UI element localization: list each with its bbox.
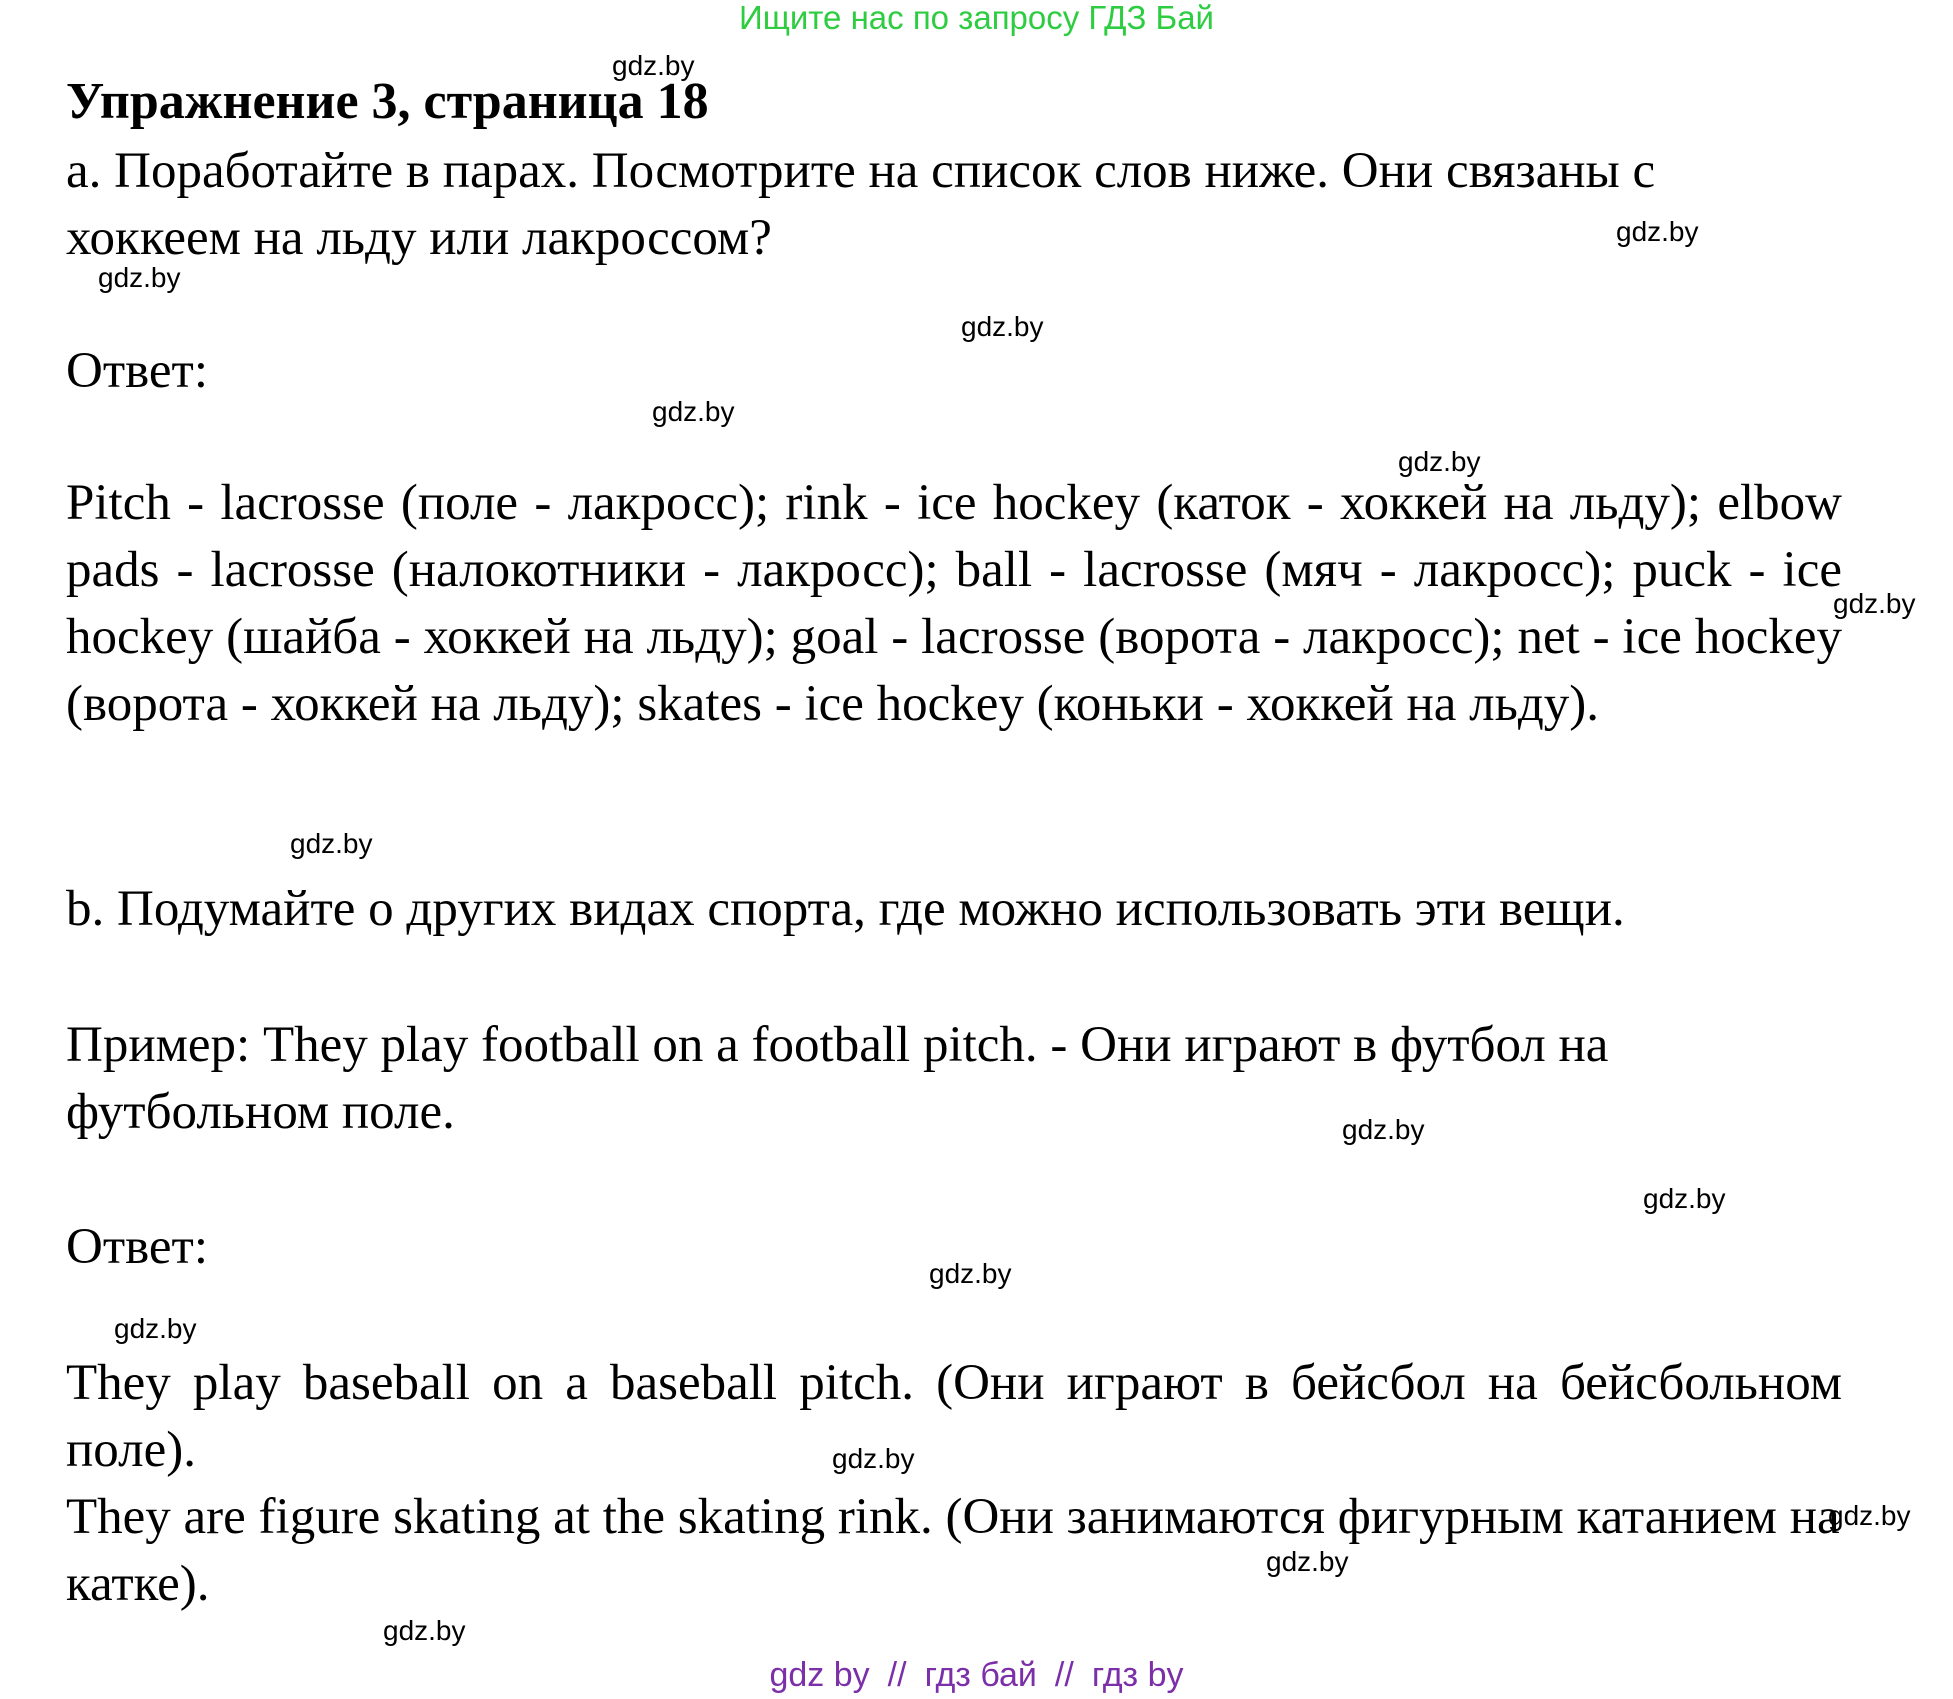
watermark: gdz.by xyxy=(1266,1546,1349,1577)
watermark: gdz.by xyxy=(1342,1114,1425,1145)
watermark: gdz.by xyxy=(1616,216,1699,247)
top-banner: Ищите нас по запросу ГДЗ Бай xyxy=(739,0,1214,36)
footer-links xyxy=(0,1656,1953,1694)
watermark: gdz.by xyxy=(1828,1500,1911,1531)
footer-link[interactable]: гдз by xyxy=(1091,1656,1184,1694)
footer-link[interactable]: гдз бай xyxy=(924,1656,1037,1694)
watermark: gdz.by xyxy=(114,1313,197,1344)
watermark: gdz.by xyxy=(612,50,695,81)
watermark: gdz.by xyxy=(929,1258,1012,1289)
watermark: gdz.by xyxy=(98,262,181,293)
watermark: gdz.by xyxy=(1398,446,1481,477)
part-a-answer: Pitch - lacrosse (поле - лакросс); rink - ice hockey (каток - хоккей на льду); elbow pads - lacrosse (налокотники - лакросс); ball - lacrosse (мяч - лакросс); puck - ice hockey (шайба - хоккей на льду); goal - lacrosse (ворота - лакросс); net - ice hockey (ворота - хоккей на льду); skates - ice hockey (коньки - хоккей на льду). xyxy=(66,475,1842,732)
part-b-answer-1: They play baseball on a baseball pitch. (Они играют в бейсбол на бейсбольном поле). xyxy=(66,1355,1842,1478)
part-b-question: b. Подумайте о других видах спорта, где можно использовать эти вещи. xyxy=(66,881,1625,937)
part-a-question: a. Поработайте в парах. Посмотрите на список слов ниже. Они связаны с хоккеем на льду или лакроссом? xyxy=(66,143,1656,266)
footer-link[interactable]: gdz by xyxy=(769,1656,870,1694)
part-b-example: Пример: They play football on a football pitch. - Они играют в футбол на футбольном поле. xyxy=(66,1017,1609,1140)
footer-separator: // xyxy=(1054,1656,1074,1694)
watermark: gdz.by xyxy=(1643,1183,1726,1214)
watermark: gdz.by xyxy=(832,1443,915,1474)
part-a-answer-label: Ответ: xyxy=(66,343,208,399)
watermark: gdz.by xyxy=(961,311,1044,342)
part-b-answer-label: Ответ: xyxy=(66,1219,208,1275)
part-b-answer-2: They are figure skating at the skating rink. (Они занимаются фигурным катанием на катке). xyxy=(66,1489,1840,1612)
watermark: gdz.by xyxy=(290,828,373,859)
footer-separator: // xyxy=(887,1656,907,1694)
page-title: Упражнение 3, страница 18 xyxy=(66,73,709,130)
watermark: gdz.by xyxy=(383,1615,466,1646)
watermark: gdz.by xyxy=(1833,588,1916,619)
watermark: gdz.by xyxy=(652,396,735,427)
